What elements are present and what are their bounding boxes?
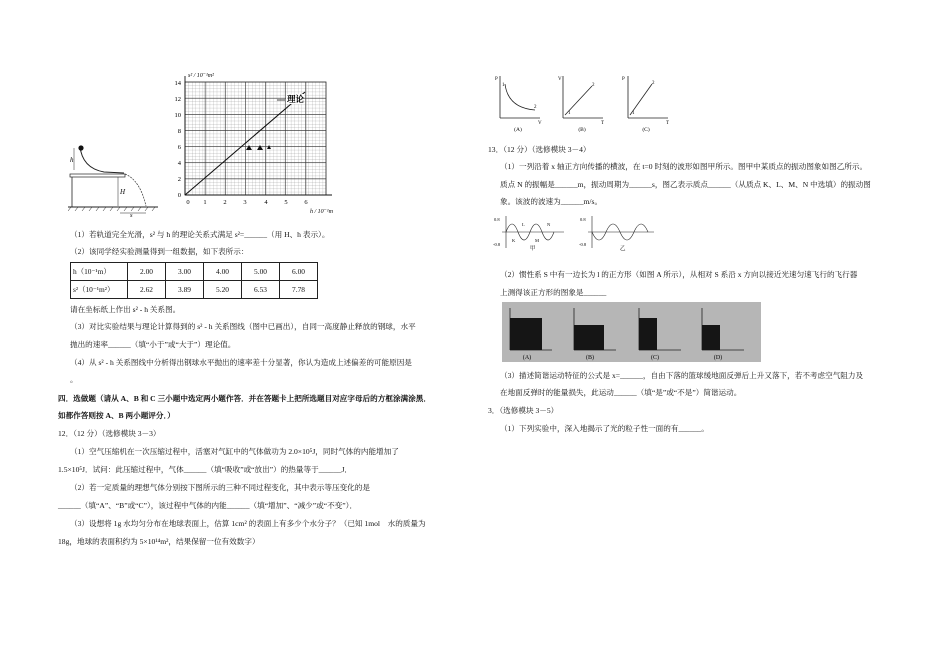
question-13-2-b: 上测得该正方形的图象是______ [500,288,607,297]
svg-text:10: 10 [174,112,181,119]
question-3-heading: 3．（选修模块 3－5） [488,406,559,415]
svg-text:8: 8 [177,128,181,135]
squares-figure [502,302,761,362]
svg-text:2: 2 [592,83,595,88]
question-4: （4）从 s² - h 关系图线中分析得出钢球水平抛出的速率差十分显著，你认为造成上述偏差的可能原因是 [70,358,412,367]
question-12-3-a: （3）设想将 1g 水均匀分布在地球表面上，估算 1cm² 的表面上有多少个水分子？（已知 1mol 水的质量为 [70,519,426,528]
svg-text:H: H [120,188,126,196]
question-12-1-b: 1.5×10⁵J．试问：此压缩过程中，气体______（填“吸收”或“放出”）的热量等于______J． [58,465,352,474]
svg-text:V: V [538,121,542,126]
svg-text:12: 12 [174,96,181,103]
question-13-1-b: 质点 N 的振幅是______m，振动周期为______s，图乙表示质点______（从质点 K、L、M、N 中选填）的振动图 [500,180,871,189]
question-13-heading: 13．（12 分）（选修模块 3－4） [488,145,591,154]
y-axis-label: s² / 10⁻¹m² [188,73,214,79]
svg-text:s: s [130,212,133,218]
question-2: （2）该同学经实验测量得到一组数据，如下表所示： [70,247,249,256]
svg-text:0: 0 [177,192,181,199]
svg-text:1: 1 [632,111,635,116]
question-13-1-a: （1）一列沿着 x 轴正方向传播的横波，在 t=0 时刻的波形如图甲所示。图甲中某质点的振动图象如图乙所示。 [500,162,868,171]
svg-text:K: K [512,238,516,243]
svg-text:(C): (C) [651,355,659,361]
svg-text:1: 1 [203,199,207,206]
track-apparatus-figure [68,140,163,218]
question-12-3-b: 18g，地球的表面积约为 5×10¹⁴m²，结果保留一位有效数字） [58,537,260,546]
data-table [70,262,318,299]
svg-text:3: 3 [243,199,247,206]
svg-text:0.8: 0.8 [494,217,500,222]
pv-label-c: (C) [642,127,650,133]
question-3-line-b: 抛出的速率______（填“小于”或“大于”）理论值。 [70,340,236,349]
question-3-line-a: （3）对比实验结果与理论计算得到的 s² - h 关系图线（图中已画出），自同一高度静止释放的钢球，水平 [70,322,416,331]
square-c [639,318,657,350]
svg-text:4: 4 [177,160,181,167]
question-12-2-b: ______（填“A”、“B”或“C”），该过程中气体的内能______（填“增加”、“减少”或“不变”）． [58,501,358,510]
question-3-1: （1）下列实验中，深入地揭示了光的粒子性一面的有______。 [500,424,709,433]
table-row: h（10⁻¹m） 2.00 3.00 4.00 5.00 6.00 [71,263,318,281]
svg-text:2: 2 [652,81,655,86]
question-4-end: 。 [70,375,78,384]
svg-text:(A): (A) [522,355,532,361]
svg-text:-0.8: -0.8 [579,242,587,247]
svg-text:1: 1 [568,111,571,116]
svg-text:14: 14 [174,80,181,87]
question-12-2-a: （2）若一定质量的理想气体分别按下图所示的三种不同过程变化，其中表示等压变化的是 [70,483,370,492]
s2-h-graph [160,70,345,218]
svg-text:V: V [558,77,562,82]
question-12-heading: 12．（12 分）（选修模块 3－3） [58,429,161,438]
section-4-note: 如都作答则按 A、B 两小题评分．） [58,411,175,420]
section-4-heading: 四．选做题（请从 A、B 和 C 三小题中选定两小题作答．并在答题卡上把所选题目对应字母后的方框涂满涂黑． [58,394,431,403]
square-a [510,318,542,350]
svg-text:5: 5 [284,199,288,206]
svg-text:甲: 甲 [530,246,536,252]
svg-text:P: P [622,77,625,82]
question-13-1-c: 象。该波的波速为______m/s。 [500,197,603,206]
table-row: s²（10⁻¹m²） 2.62 3.89 5.20 6.53 7.78 [71,281,318,299]
pv-label-b: (B) [578,127,586,133]
theory-label: 理论 [287,94,305,104]
svg-text:6: 6 [177,144,181,151]
svg-text:2: 2 [177,176,181,183]
x-axis-label: h / 10⁻¹m [310,209,333,215]
svg-text:L: L [522,222,525,227]
question-13-2-a: （2）惯性系 S 中有一边长为 l 的正方形（如图 A 所示），从相对 S 系沿 x 方向以接近光速匀速飞行的飞行器 [500,270,858,279]
square-d [702,325,720,350]
svg-text:2: 2 [534,105,537,110]
question-12-1-a: （1）空气压缩机在一次压缩过程中，活塞对气缸中的气体做功为 2.0×10⁵J，同时气体的内能增加了 [70,447,399,456]
question-2-plot: 请在坐标纸上作出 s² - h 关系图。 [70,305,181,314]
svg-text:2: 2 [223,199,227,206]
svg-text:h: h [70,156,74,164]
wave-figures [492,212,662,252]
svg-text:(D): (D) [713,355,723,361]
svg-text:T: T [601,121,605,126]
question-13-3-b: 在地面反弹时的能量损失，此运动______（填“是”或“不是”）简谐运动。 [500,388,742,397]
square-b [574,325,604,350]
svg-text:M: M [535,238,540,243]
svg-text:-0.8: -0.8 [493,242,501,247]
svg-text:T: T [666,121,670,126]
svg-text:4: 4 [264,199,268,206]
svg-text:6: 6 [304,199,308,206]
question-13-3-a: （3）描述简谐运动特征的公式是 x=______，自由下落的篮球缓地面反弹后上升又落下，若不考虑空气阻力及 [500,371,864,380]
pv-label-a: (A) [514,127,522,133]
svg-text:乙: 乙 [620,246,626,252]
svg-text:P: P [495,77,498,82]
svg-text:1: 1 [502,83,505,88]
svg-text:(B): (B) [586,355,594,361]
pv-graphs-figure [488,72,673,134]
question-1: （1）若轨道完全光滑，s² 与 h 的理论关系式满足 s²=______（用 H、h 表示）。 [70,230,330,239]
ball-icon [78,145,83,150]
svg-text:0.8: 0.8 [580,217,586,222]
svg-text:0: 0 [186,199,190,206]
svg-text:N: N [547,222,551,227]
